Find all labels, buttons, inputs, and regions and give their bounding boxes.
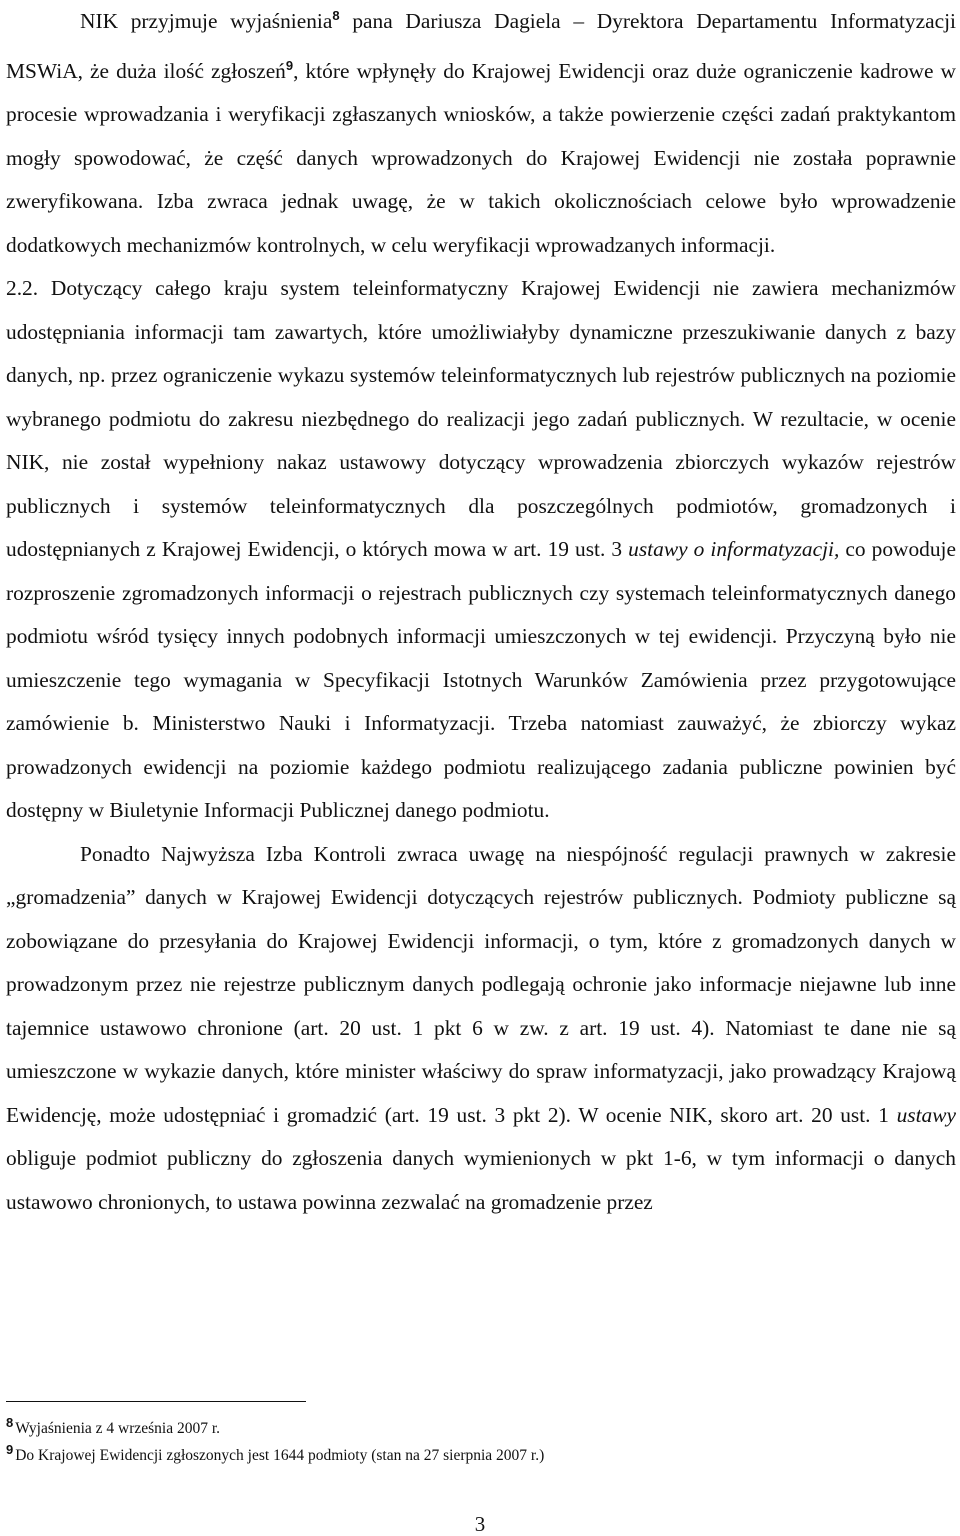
paragraph-text: 2.2. Dotyczący całego kraju system teleinformatyczny Krajowej Ewidencji nie zawiera mechanizmów udostępniania informacji tam zawartych, które umożliwiałyby dynamiczne przeszukiwanie danych z bazy danych, np. przez ograniczenie wykazu systemów teleinformatycznych lub rejestrów publicznych na poziomie wybranego podmiotu do zakresu niezbędnego do realizacji jego zadań publicznych. W rezultacie, w ocenie NIK, nie został wypełniony nakaz ustawowy dotyczący wprowadzenia zbiorczych wykazów rejestrów publicznych i systemów teleinformatycznych dla poszczególnych podmiotów, gromadzonych i udostępnianych z Krajowej Ewidencji, o których mowa w art. 19 ust. 3 — [6, 276, 956, 561]
paragraph-text: NIK przyjmuje wyjaśnienia — [80, 9, 333, 33]
page-number: 3 — [474, 1512, 486, 1536]
paragraph-text: , które wpłynęły do Krajowej Ewidencji oraz duże ograniczenie kadrowe w procesie wprowadzania i weryfikacji zgłaszanych wniosków, a także powierzenie części zadań praktykantom mogły spowodować, że część danych wprowadzonych do Krajowej Ewidencji nie została poprawnie zweryfikowana. Izba zwraca jednak uwagę, że w takich okolicznościach celowe było wprowadzenie dodatkowych mechanizmów kontrolnych, w celu weryfikacji wprowadzanych informacji. — [6, 58, 956, 257]
footnote-ref-8: 8 — [332, 8, 340, 23]
italic-statute-name: ustawy o informatyzacji, — [628, 537, 840, 561]
footnote-8 — [6, 1414, 220, 1438]
footnote-text: Wyjaśnienia z 4 września 2007 r. — [15, 1420, 221, 1437]
paragraph-text: co powoduje rozproszenie zgromadzonych informacji o rejestrach publicznych czy systemach teleinformatycznych danego podmiotu wśród tysięcy innych podobnych informacji umieszczonych w tej ewidencji. Przyczyną było nie umieszczenie tego wymagania w Specyfikacji Istotnych Warunków Zamówienia przez przygotowujące zamówienie b. Ministerstwo Nauki i Informatyzacji. Trzeba natomiast zauważyć, że zbiorczy wykaz prowadzonych ewidencji na poziomie każdego podmiotu realizującego zadania publiczne powinien być dostępny w Biuletynie Informacji Publicznej danego podmiotu. — [6, 537, 956, 822]
footnote-9 — [6, 1441, 544, 1465]
footnote-ref-9: 9 — [285, 57, 294, 73]
footnote-marker: 8 — [6, 1415, 14, 1430]
paragraph-nik-explanation — [6, 0, 956, 267]
footnote-marker: 9 — [6, 1442, 14, 1457]
page-body — [6, 0, 956, 1224]
paragraph-text: Ponadto Najwyższa Izba Kontroli zwraca uwagę na niespójność regulacji prawnych w zakresie „gromadzenia” danych w Krajowej Ewidencji dotyczących rejestrów publicznych. Podmioty publiczne są zobowiązane do przesyłania do Krajowej Ewidencji informacji, o tym, które z gromadzonych danych w prowadzonym przez nie rejestrze publicznym danych podlegają ochronie jako informacje niejawne lub inne tajemnice ustawowo chronione (art. 20 ust. 1 pkt 6 w zw. z art. 19 ust. 4). Natomiast te dane nie są umieszczone w wykazie danych, które minister właściwy do spraw informatyzacji, jako prowadzący Krajową Ewidencję, może udostępniać i gromadzić (art. 19 ust. 3 pkt 2). W ocenie NIK, skoro art. 20 ust. 1 — [6, 841, 956, 1127]
paragraph-section-2-2 — [6, 267, 956, 833]
paragraph-regulation-inconsistency — [6, 833, 956, 1225]
footnote-text: Do Krajowej Ewidencji zgłoszonych jest 1644 podmioty (stan na 27 sierpnia 2007 r.) — [15, 1447, 545, 1464]
paragraph-text: obliguje podmiot publiczny do zgłoszenia danych wymienionych w pkt 1-6, w tym informacji o danych ustawowo chronionych, to ustawa powinna zezwalać na gromadzenie przez — [6, 1146, 956, 1214]
italic-statute-name: ustawy — [896, 1102, 956, 1127]
footnote-separator — [6, 1401, 306, 1402]
paragraph-text: pana Dariusza Dagiela – Dyrektora Departamentu Informatyzacji MSWiA, że duża ilość zgłoszeń — [6, 9, 956, 83]
